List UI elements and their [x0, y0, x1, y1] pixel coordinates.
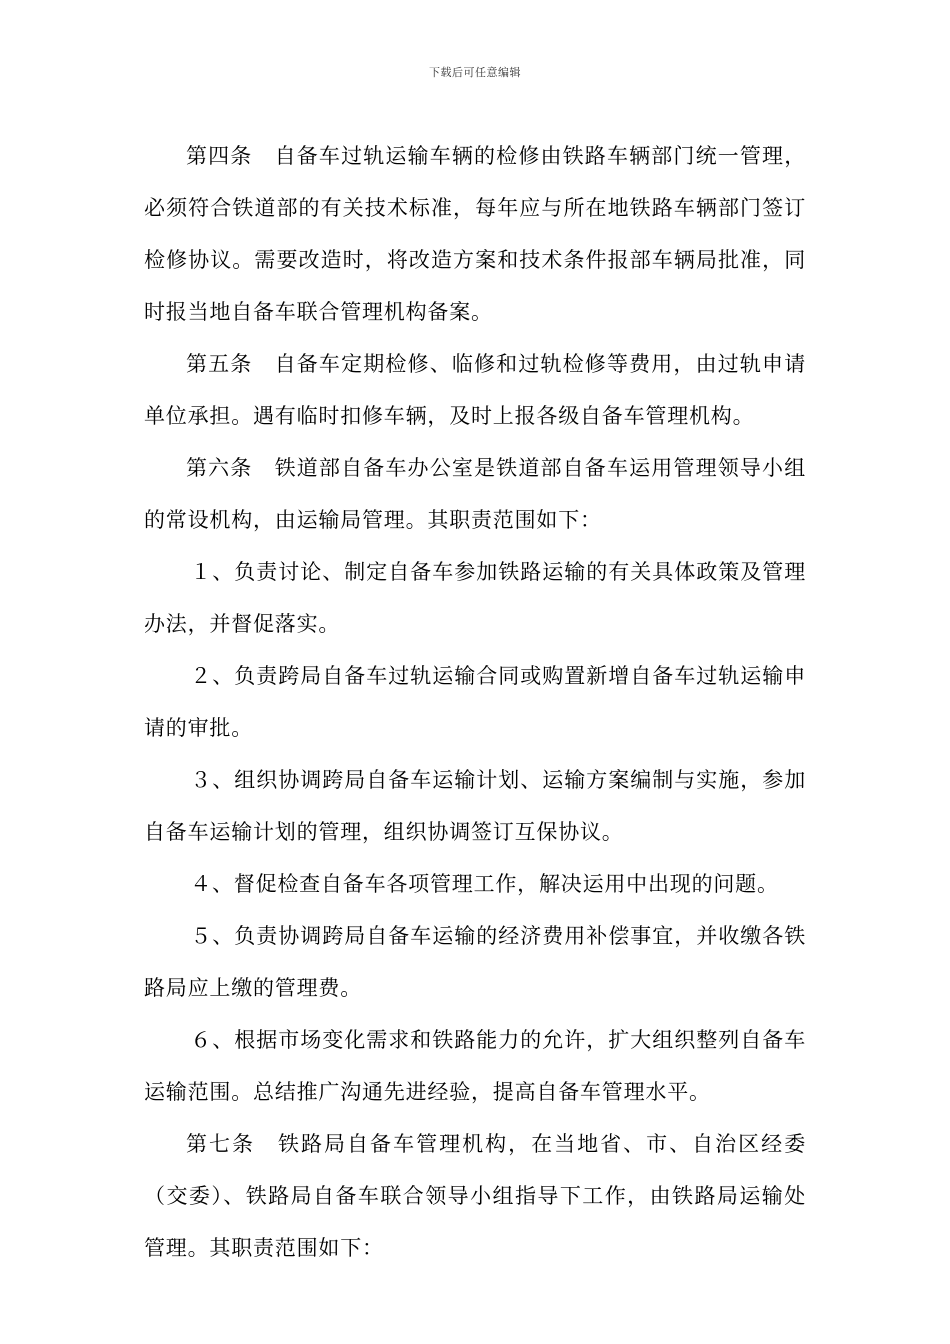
article-6-item-4: ４、督促检查自备车各项管理工作，解决运用中出现的问题。 [190, 872, 779, 896]
article-6-item-2: ２、负责跨局自备车过轨运输合同或购置新增自备车过轨运输申请的审批。 [144, 664, 806, 740]
article-6-paragraph: 第六条 铁道部自备车办公室是铁道部自备车运用管理领导小组的常设机构，由运输局管理。其职责范围如下： [144, 456, 806, 532]
article-4-paragraph: 第四条 自备车过轨运输车辆的检修由铁路车辆部门统一管理，必须符合铁道部的有关技术标准，每年应与所在地铁路车辆部门签订检修协议。需要改造时，将改造方案和技术条件报部车辆局批准，同时报当地自备车联合管理机构备案。 [144, 144, 806, 324]
document-body [144, 130, 806, 1274]
article-6-item-5: ５、负责协调跨局自备车运输的经济费用补偿事宜，并收缴各铁路局应上缴的管理费。 [144, 924, 806, 1000]
article-5-paragraph: 第五条 自备车定期检修、临修和过轨检修等费用，由过轨申请单位承担。遇有临时扣修车辆，及时上报各级自备车管理机构。 [144, 352, 806, 428]
article-6-item-1: １、负责讨论、制定自备车参加铁路运输的有关具体政策及管理办法，并督促落实。 [144, 560, 806, 636]
article-6-item-3: ３、组织协调跨局自备车运输计划、运输方案编制与实施，参加自备车运输计划的管理，组织协调签订互保协议。 [144, 768, 806, 844]
article-7-paragraph: 第七条 铁路局自备车管理机构，在当地省、市、自治区经委（交委）、铁路局自备车联合领导小组指导下工作，由铁路局运输处管理。其职责范围如下： [144, 1132, 806, 1260]
article-6-item-6: ６、根据市场变化需求和铁路能力的允许，扩大组织整列自备车运输范围。总结推广沟通先进经验，提高自备车管理水平。 [144, 1028, 806, 1104]
page-header: 下载后可任意编辑 [429, 66, 521, 79]
